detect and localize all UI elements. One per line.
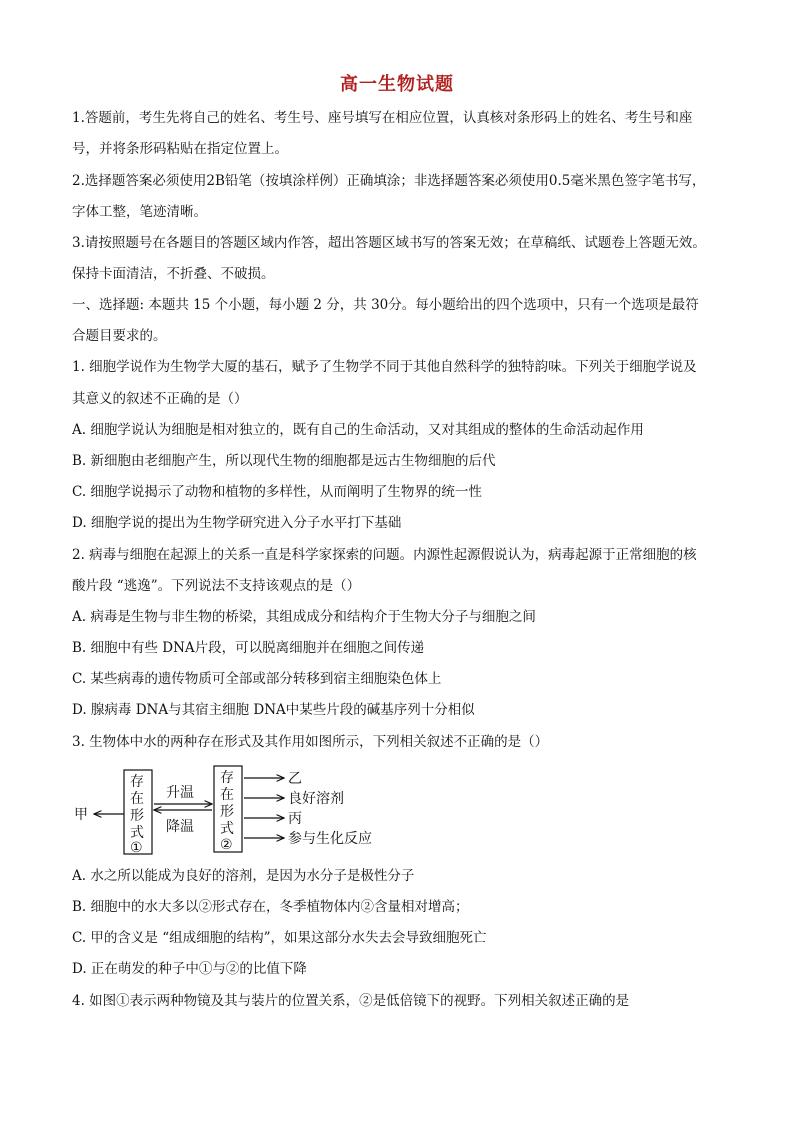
q1-option-d: D. 细胞学说的提出为生物学研究进入分子水平打下基础 [72,515,402,531]
diagram-label-jia: 甲 [74,807,88,823]
q1-stem: 其意义的叙述不正确的是（） [72,391,248,407]
q2-option-d: D. 腺病毒 DNA与其宿主细胞 DNA中某些片段的碱基序列十分相似 [72,702,475,718]
q2-option-c: C. 某些病毒的遗传物质可全部或部分转移到宿主细胞染色体上 [72,671,442,687]
note-line: 1.答题前，考生先将自己的姓名、考生号、座号填写在相应位置，认真核对条形码上的姓名、考生号和座 [72,110,693,126]
q1-option-a: A. 细胞学说认为细胞是相对独立的，既有自己的生命活动，又对其组成的整体的生命活动起作用 [72,422,644,438]
q2-stem: 2. 病毒与细胞在起源上的关系一直是科学家探索的问题。内源性起源假说认为，病毒起源于正常细胞的核 [72,547,697,563]
page-title: 高一生物试题 [340,74,454,95]
q2-option-b: B. 细胞中有些 DNA片段，可以脱离细胞并在细胞之间传递 [72,640,425,656]
note-line: 保持卡面清洁，不折叠、不破损。 [72,266,275,282]
output-reaction: 参与生化反应 [288,831,372,847]
arrow-label-cool: 降温 [166,819,194,835]
output-bing: 丙 [288,811,302,827]
output-yi: 乙 [288,771,302,787]
note-line: 号，并将条形码粘贴在指定位置上。 [72,141,288,157]
box1-char: 形 [130,808,144,824]
box1-char: 式 [130,825,144,841]
box2-char: 式 [220,821,234,837]
q3-option-a: A. 水之所以能成为良好的溶剂，是因为水分子是极性分子 [72,868,415,884]
q1-stem: 1. 细胞学说作为生物学大厦的基石，赋予了生物学不同于其他自然科学的独特韵味。下列关于细胞学说及 [72,359,697,375]
arrow-label-heat: 升温 [166,785,194,801]
output-solvent: 良好溶剂 [288,791,344,807]
box1-char: ① [130,840,143,856]
q4-stem: 4. 如图①表示两种物镜及其与装片的位置关系，②是低倍镜下的视野。下列相关叙述正确的是 [72,993,630,1009]
q1-option-c: C. 细胞学说揭示了动物和植物的多样性，从而阐明了生物界的统一性 [72,484,482,500]
section-heading: 合题目要求的。 [72,328,167,344]
q3-option-c: C. 甲的含义是 “组成细胞的结构”，如果这部分水失去会导致细胞死亡 [72,930,487,946]
q2-option-a: A. 病毒是生物与非生物的桥梁，其组成成分和结构介于生物大分子与细胞之间 [72,609,536,625]
note-line: 3.请按照题号在各题目的答题区域内作答，超出答题区域书写的答案无效；在草稿纸、试题卷上答题无效。 [72,235,706,251]
section-heading: 一、选择题: 本题共 15 个小题，每小题 2 分，共 30分。每小题给出的四个选项中，只有一个选项是最符 [72,297,699,313]
box1-char: 存 [130,774,144,790]
water-forms-diagram [72,762,392,858]
q1-option-b: B. 新细胞由老细胞产生，所以现代生物的细胞都是远古生物细胞的后代 [72,453,496,469]
q2-stem: 酸片段 “逃逸”。下列说法不支持该观点的是（） [72,578,361,594]
q3-option-b: B. 细胞中的水大多以②形式存在，冬季植物体内②含量相对增高； [72,899,469,915]
box2-char: 存 [220,770,234,786]
q3-stem: 3. 生物体中水的两种存在形式及其作用如图所示，下列相关叙述不正确的是（） [72,734,549,750]
box2-char: 形 [220,804,234,820]
q3-option-d: D. 正在萌发的种子中①与②的比值下降 [72,961,307,977]
box2-char: 在 [220,787,234,803]
box1-char: 在 [130,791,144,807]
box2-char: ② [220,837,233,853]
note-line: 2.选择题答案必须使用2B铅笔（按填涂样例）正确填涂；非选择题答案必须使用0.5毫米黑色签字笔书写， [72,173,706,189]
note-line: 字体工整，笔迹清晰。 [72,204,207,220]
